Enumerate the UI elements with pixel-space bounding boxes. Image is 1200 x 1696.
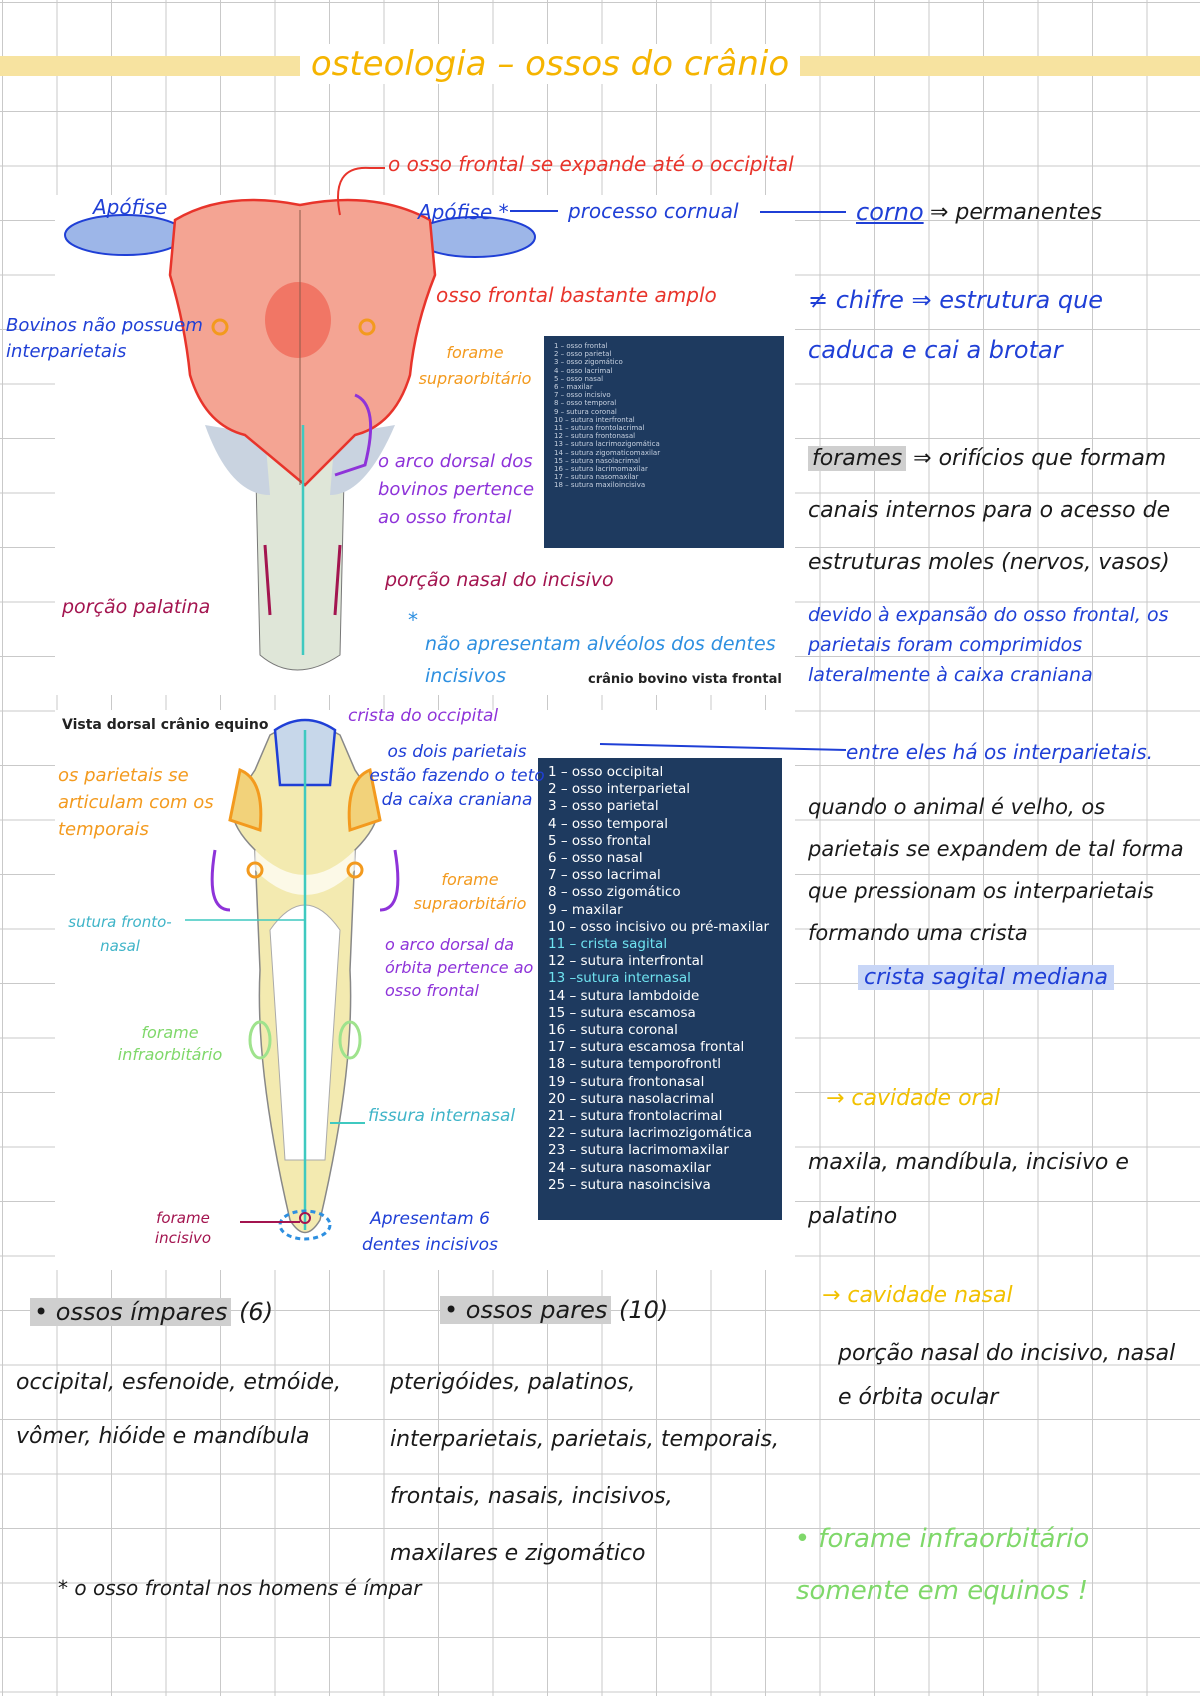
pares-count: (10): [619, 1296, 669, 1324]
note-cavidade-nasal: → cavidade nasal: [822, 1283, 1013, 1308]
legend-item: 18 – sutura maxiloincisiva: [554, 481, 646, 490]
legend-item: 8 – osso zigomático: [548, 884, 681, 901]
label-porcao-palatina: porção palatina: [62, 596, 211, 618]
label-fissura-internasal: fissura internasal: [368, 1106, 516, 1126]
legend-item: 8 – osso temporal: [554, 399, 617, 408]
footnote: * o osso frontal nos homens é ímpar: [58, 1576, 422, 1600]
legend-item: 5 – osso frontal: [548, 832, 651, 849]
impares-count: (6): [239, 1298, 274, 1326]
label-asterisk: *: [408, 608, 418, 632]
note-cavidade-oral: → cavidade oral: [826, 1086, 1001, 1111]
legend-item: 3 – osso zigomático: [554, 358, 623, 367]
legend-item: 18 – sutura temporofrontl: [548, 1056, 722, 1073]
label-forame-supraorbitario-bovine: forame supraorbitário: [418, 343, 532, 388]
label-frontal-expands: o osso frontal se expande até o occipital: [388, 152, 794, 176]
label-arco-dorsal-bovine: o arco dorsal dos bovinos pertence ao osso frontal: [378, 451, 535, 528]
pares-text: pterigóides, palatinos, interparietais, parietais, temporais, frontais, nasais, incisivos, maxilares e zigomático: [390, 1370, 779, 1566]
legend-item: 1 – osso frontal: [554, 342, 608, 350]
legend-item: 2 – osso parietal: [554, 350, 612, 359]
legend-item: 10 – osso incisivo ou pré-maxilar: [548, 918, 770, 935]
label-dentes-incisivos: Apresentam 6 dentes incisivos: [362, 1209, 498, 1255]
note-cavidade-oral-text: maxila, mandíbula, incisivo e palatino: [808, 1150, 1129, 1229]
note-interparietais: entre eles há os interparietais.: [846, 740, 1154, 764]
label-parietais-teto: os dois parietais estão fazendo o teto da caixa craniana: [369, 742, 545, 810]
label-forame-supraorbitario-equine: forame supraorbitário: [413, 870, 527, 913]
legend-item: 3 – osso parietal: [548, 798, 659, 815]
legend-item: 5 – osso nasal: [554, 374, 604, 383]
label-apofise-left: Apófise: [93, 195, 168, 219]
legend-item: 20 – sutura nasolacrimal: [548, 1090, 715, 1107]
legend-item: 25 – sutura nasoincisiva: [548, 1176, 711, 1193]
pares-title: • ossos pares: [440, 1296, 611, 1324]
note-permanentes: ⇒ permanentes: [930, 200, 1102, 225]
note-cavidade-nasal-text: porção nasal do incisivo, nasal e órbita ocular: [838, 1341, 1176, 1410]
label-arco-dorsal-equine: o arco dorsal da órbita pertence ao osso frontal: [385, 935, 534, 1000]
label-crista-occipital: crista do occipital: [348, 706, 499, 726]
label-processo-cornual: processo cornual: [568, 199, 739, 223]
note-chifre: ≠ chifre ⇒ estrutura que caduca e cai a brotar: [808, 286, 1104, 364]
legend-item: 15 – sutura escamosa: [548, 1004, 696, 1021]
note-expansao-frontal: devido à expansão do osso frontal, os parietais foram comprimidos lateralmente à caixa craniana: [808, 604, 1169, 686]
label-porcao-nasal: porção nasal do incisivo: [385, 569, 614, 591]
legend-item: 7 – osso incisivo: [554, 391, 611, 400]
legend-item: 16 – sutura lacrimomaxilar: [554, 465, 648, 474]
legend-item: 22 – sutura lacrimozigomática: [548, 1125, 753, 1142]
label-parietais-articulam: os parietais se articulam com os temporais: [58, 765, 214, 840]
impares-title: • ossos ímpares: [30, 1298, 231, 1326]
legend-item: 11 – sutura frontolacrimal: [554, 424, 645, 433]
bovine-caption: crânio bovino vista frontal: [588, 672, 782, 687]
legend-item: 23 – sutura lacrimomaxilar: [548, 1142, 729, 1159]
legend-item: 16 – sutura coronal: [548, 1022, 678, 1039]
label-bovinos-interparietais: Bovinos não possuem interparietais: [6, 315, 203, 362]
legend-item: 14 – sutura zigomaticomaxilar: [554, 448, 661, 457]
note-corno: corno: [856, 198, 924, 226]
forames-tag: forames: [808, 446, 906, 471]
legend-item: 12 – sutura interfrontal: [548, 953, 704, 970]
legend-item: 15 – sutura nasolacrimal: [554, 456, 641, 465]
legend-item: 14 – sutura lambdoide: [548, 987, 700, 1004]
legend-item: 1 – osso occipital: [548, 764, 664, 780]
legend-item: 11 – crista sagital: [548, 936, 668, 953]
impares-text: occipital, esfenoide, etmóide, vômer, hióide e mandíbula: [16, 1370, 341, 1449]
legend-item: 10 – sutura interfrontal: [554, 415, 635, 424]
note-forame-infraorbitario: • forame infraorbitário somente em equinos !: [794, 1524, 1090, 1606]
legend-item: 24 – sutura nasomaxilar: [548, 1159, 711, 1176]
legend-item: 13 – sutura lacrimozigomática: [554, 440, 660, 449]
legend-item: 17 – sutura escamosa frontal: [548, 1039, 745, 1056]
note-animal-velho: quando o animal é velho, os parietais se expandem de tal forma que pressionam os interparietais formando uma crista: [808, 795, 1184, 945]
legend-item: 4 – osso lacrimal: [554, 366, 613, 375]
page-title: osteologia – ossos do crânio: [300, 44, 800, 84]
legend-item: 21 – sutura frontolacrimal: [548, 1108, 723, 1125]
forames-text: ⇒ orifícios que formam canais internos para o acesso de estruturas moles (nervos, vasos): [808, 446, 1171, 575]
legend-item: 9 – maxilar: [548, 901, 623, 918]
legend-item: 4 – osso temporal: [548, 815, 668, 832]
equine-caption: Vista dorsal crânio equino: [62, 717, 269, 733]
label-sutura-frontonasal: sutura fronto-nasal: [68, 913, 172, 955]
legend-item: 7 – osso lacrimal: [548, 867, 661, 884]
legend-item: 2 – osso interparietal: [548, 781, 691, 798]
legend-item: 12 – sutura frontonasal: [554, 432, 636, 441]
label-forame-incisivo: forame incisivo: [154, 1209, 212, 1247]
label-nao-alveolos: não apresentam alvéolos dos dentes incisivos: [425, 633, 776, 687]
legend-item: 13 –sutura internasal: [548, 970, 691, 987]
label-frontal-amplo: osso frontal bastante amplo: [436, 283, 717, 307]
legend-item: 6 – maxilar: [554, 383, 593, 392]
label-forame-infraorbitario-equine: forame infraorbitário: [117, 1023, 223, 1064]
crista-sagital-highlight: crista sagital mediana: [858, 965, 1114, 990]
legend-item: 19 – sutura frontonasal: [548, 1073, 705, 1090]
legend-item: 17 – sutura nasomaxilar: [554, 473, 639, 482]
label-apofise-right: Apófise *: [418, 200, 509, 224]
legend-item: 6 – osso nasal: [548, 850, 643, 867]
legend-item: 9 – sutura coronal: [554, 407, 617, 416]
